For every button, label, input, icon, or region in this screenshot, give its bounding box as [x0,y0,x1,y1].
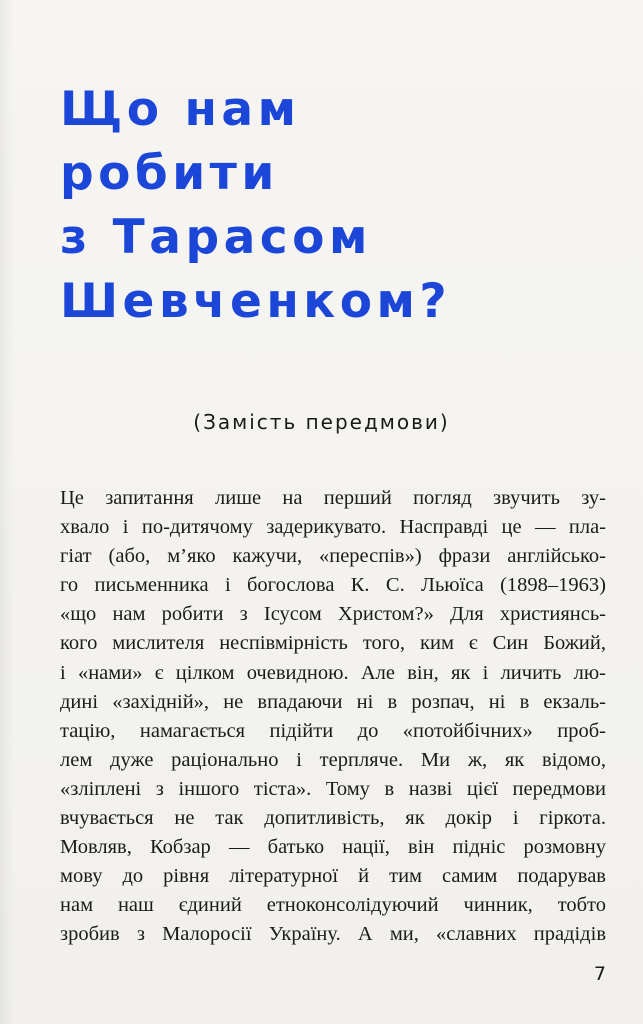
text-line: лем дуже раціонально і терпляче. Ми ж, як відомо, [60,748,606,771]
text-line: мову до рівня літературної й тим самим подарував [60,865,606,888]
text-line: хвало і по-дитячому задерикувато. Насправді це — пла- [60,516,606,539]
text-line: тацію, намагається підійти до «потойбічних» проб- [60,719,606,742]
text-line: «зліплені з іншого тіста». Тому в назві цієї передмови [60,777,606,800]
text-line: кого мислителя неспівмірність того, ким є Син Божий, [60,632,606,655]
title-line: з Тарасом [60,210,372,265]
text-line: зробив з Малоросії Україну. А ми, «славних прадідів [60,923,606,946]
text-line: го письменника і богослова К. С. Льюїса (1898–1963) [60,574,606,597]
title-line: робити [60,146,279,201]
text-line: дині «західній», не впадаючи ні в розпач, ні в екзаль- [60,690,606,713]
body-paragraph [60,484,606,950]
title-line: Шевченком? [60,274,452,329]
text-line: нам наш єдиний етноконсолідуючий чинник, тобто [60,894,606,917]
text-line: Мовляв, Кобзар — батько нації, він підніс розмовну [60,836,606,859]
text-line: гіат (або, м’яко кажучи, «переспів») фрази англійсько- [60,545,606,568]
text-line: «що нам робити з Ісусом Христом?» Для християнсь- [60,603,606,626]
text-line: вчувається не так допитливість, як докір і гіркота. [60,807,606,830]
title-line: Що нам [60,82,301,137]
text-line: Це запитання лише на перший погляд звучить зу- [60,487,606,509]
chapter-title [60,78,451,334]
text-line: і «нами» є цілком очевидною. Але він, як і личить лю- [60,661,606,684]
chapter-subtitle: (Замість передмови) [193,410,450,434]
page-number: 7 [593,963,606,985]
